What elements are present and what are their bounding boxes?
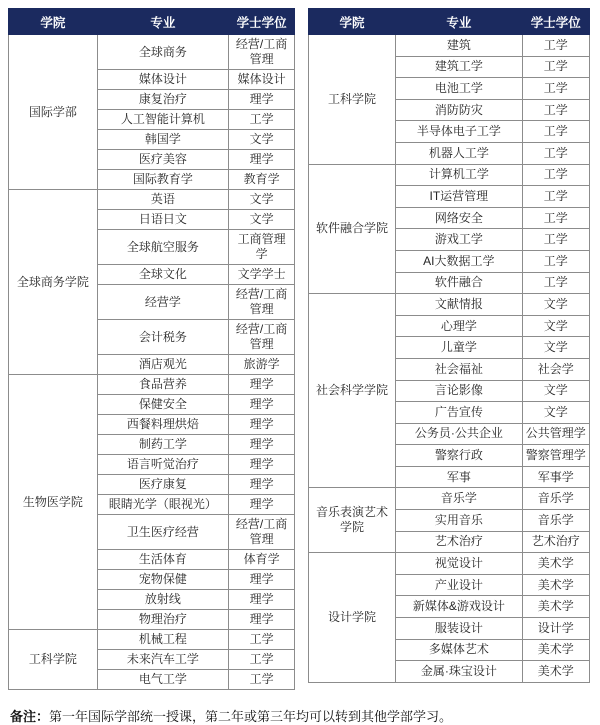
major-cell: 保健安全 (97, 395, 229, 415)
degree-cell: 工学 (522, 272, 589, 294)
college-cell: 全球商务学院 (9, 190, 98, 375)
degree-cell: 工学 (522, 207, 589, 229)
degree-cell: 工学 (522, 78, 589, 100)
major-cell: 多媒体艺术 (396, 639, 522, 661)
degree-cell: 工学 (229, 110, 295, 130)
degree-cell: 体育学 (229, 550, 295, 570)
degree-cell: 美术学 (522, 661, 589, 683)
degree-cell: 教育学 (229, 170, 295, 190)
header-row (309, 9, 590, 35)
degree-cell: 理学 (229, 570, 295, 590)
college-cell: 软件融合学院 (309, 164, 396, 294)
major-cell: 英语 (97, 190, 229, 210)
major-cell: 音乐学 (396, 488, 522, 510)
major-cell: 媒体设计 (97, 70, 229, 90)
degree-cell: 文学 (522, 337, 589, 359)
degree-cell: 工学 (229, 650, 295, 670)
major-cell: 国际教育学 (97, 170, 229, 190)
major-cell: 经营学 (97, 285, 229, 320)
table-row (9, 190, 295, 210)
major-cell: 卫生医疗经营 (97, 515, 229, 550)
major-cell: 言论影像 (396, 380, 522, 402)
major-cell: 广告宣传 (396, 402, 522, 424)
major-cell: 警察行政 (396, 445, 522, 467)
degree-cell: 媒体设计 (229, 70, 295, 90)
college-cell: 工科学院 (9, 630, 98, 690)
footnote (8, 706, 590, 725)
major-cell: 全球航空服务 (97, 230, 229, 265)
degree-cell: 工学 (522, 56, 589, 78)
degree-cell: 警察管理学 (522, 445, 589, 467)
major-cell: 文献情报 (396, 294, 522, 316)
degree-cell: 设计学 (522, 618, 589, 640)
degree-cell: 工学 (522, 142, 589, 164)
table-row (309, 488, 590, 510)
header-row (9, 9, 295, 35)
column-header: 专业 (396, 9, 522, 35)
degree-cell: 理学 (229, 435, 295, 455)
major-cell: 儿童学 (396, 337, 522, 359)
major-cell: 产业设计 (396, 574, 522, 596)
college-cell: 音乐表演艺术学院 (309, 488, 396, 553)
college-cell: 社会科学学院 (309, 294, 396, 488)
degree-cell: 理学 (229, 395, 295, 415)
major-cell: AI大数据工学 (396, 250, 522, 272)
degree-cell: 美术学 (522, 553, 589, 575)
major-cell: 眼睛光学（眼视光） (97, 495, 229, 515)
degree-cell: 文学 (229, 190, 295, 210)
degree-cell: 理学 (229, 610, 295, 630)
degree-cell: 音乐学 (522, 488, 589, 510)
degree-cell: 工学 (522, 99, 589, 121)
major-cell: 日语日文 (97, 210, 229, 230)
college-cell: 生物医学院 (9, 375, 98, 630)
degree-cell: 美术学 (522, 639, 589, 661)
degree-cell: 经营/工商管理 (229, 35, 295, 70)
degree-cell: 工学 (229, 670, 295, 690)
major-cell: IT运营管理 (396, 186, 522, 208)
degree-cell: 经营/工商管理 (229, 320, 295, 355)
tables-container (8, 8, 590, 690)
degree-cell: 工学 (522, 35, 589, 57)
major-cell: 半导体电子工学 (396, 121, 522, 143)
major-cell: 金属·珠宝设计 (396, 661, 522, 683)
column-header: 学士学位 (522, 9, 589, 35)
major-cell: 社会福祉 (396, 358, 522, 380)
degree-cell: 文学 (522, 294, 589, 316)
major-cell: 服装设计 (396, 618, 522, 640)
major-cell: 人工智能计算机 (97, 110, 229, 130)
degree-cell: 文学 (229, 130, 295, 150)
degree-cell: 理学 (229, 455, 295, 475)
program-table-left (8, 8, 295, 690)
college-cell: 国际学部 (9, 35, 98, 190)
major-cell: 未来汽车工学 (97, 650, 229, 670)
major-cell: 消防防灾 (396, 99, 522, 121)
degree-cell: 文学 (229, 210, 295, 230)
major-cell: 食品营养 (97, 375, 229, 395)
degree-cell: 工学 (522, 186, 589, 208)
major-cell: 康复治疗 (97, 90, 229, 110)
degree-cell: 工学 (229, 630, 295, 650)
degree-cell: 工学 (522, 229, 589, 251)
major-cell: 西餐料理烘焙 (97, 415, 229, 435)
major-cell: 生活体育 (97, 550, 229, 570)
major-cell: 新媒体&游戏设计 (396, 596, 522, 618)
table-row (309, 164, 590, 186)
table-row (309, 35, 590, 57)
degree-cell: 社会学 (522, 358, 589, 380)
major-cell: 全球文化 (97, 265, 229, 285)
major-cell: 艺术治疗 (396, 531, 522, 553)
college-cell: 设计学院 (309, 553, 396, 683)
major-cell: 机器人工学 (396, 142, 522, 164)
major-cell: 心理学 (396, 315, 522, 337)
major-cell: 语言听觉治疗 (97, 455, 229, 475)
major-cell: 放射线 (97, 590, 229, 610)
major-cell: 医疗康复 (97, 475, 229, 495)
table-row (9, 630, 295, 650)
major-cell: 公务员·公共企业 (396, 423, 522, 445)
major-cell: 机械工程 (97, 630, 229, 650)
column-header: 学院 (9, 9, 98, 35)
degree-cell: 美术学 (522, 574, 589, 596)
college-cell: 工科学院 (309, 35, 396, 165)
major-cell: 韩国学 (97, 130, 229, 150)
major-cell: 计算机工学 (396, 164, 522, 186)
degree-cell: 工学 (522, 121, 589, 143)
degree-cell: 经营/工商管理 (229, 515, 295, 550)
column-header: 专业 (97, 9, 229, 35)
column-header: 学士学位 (229, 9, 295, 35)
footnote-label: 备注： (10, 709, 50, 724)
major-cell: 全球商务 (97, 35, 229, 70)
table-row (9, 375, 295, 395)
degree-cell: 文学 (522, 315, 589, 337)
degree-cell: 艺术治疗 (522, 531, 589, 553)
major-cell: 建筑 (396, 35, 522, 57)
major-cell: 游戏工学 (396, 229, 522, 251)
degree-cell: 理学 (229, 375, 295, 395)
major-cell: 实用音乐 (396, 510, 522, 532)
degree-cell: 理学 (229, 590, 295, 610)
major-cell: 电池工学 (396, 78, 522, 100)
degree-cell: 文学 (522, 380, 589, 402)
degree-cell: 经营/工商管理 (229, 285, 295, 320)
degree-cell: 美术学 (522, 596, 589, 618)
major-cell: 宠物保健 (97, 570, 229, 590)
degree-cell: 理学 (229, 475, 295, 495)
major-cell: 酒店观光 (97, 355, 229, 375)
major-cell: 医疗美容 (97, 150, 229, 170)
degree-cell: 公共管理学 (522, 423, 589, 445)
degree-cell: 音乐学 (522, 510, 589, 532)
major-cell: 制药工学 (97, 435, 229, 455)
degree-cell: 理学 (229, 495, 295, 515)
degree-cell: 旅游学 (229, 355, 295, 375)
degree-cell: 理学 (229, 415, 295, 435)
major-cell: 会计税务 (97, 320, 229, 355)
degree-cell: 文学 (522, 402, 589, 424)
column-header: 学院 (309, 9, 396, 35)
footnote-text: 第一年国际学部统一授课，第二年或第三年均可以转到其他学部学习。 (49, 709, 453, 724)
major-cell: 电气工学 (97, 670, 229, 690)
degree-cell: 文学学士 (229, 265, 295, 285)
table-row (309, 553, 590, 575)
degree-cell: 理学 (229, 150, 295, 170)
major-cell: 军事 (396, 466, 522, 488)
degree-cell: 工学 (522, 250, 589, 272)
major-cell: 视觉设计 (396, 553, 522, 575)
degree-cell: 军事学 (522, 466, 589, 488)
major-cell: 网络安全 (396, 207, 522, 229)
table-row (9, 35, 295, 70)
degree-cell: 工学 (522, 164, 589, 186)
program-table-right (308, 8, 590, 683)
degree-cell: 工商管理学 (229, 230, 295, 265)
major-cell: 建筑工学 (396, 56, 522, 78)
degree-cell: 理学 (229, 90, 295, 110)
major-cell: 物理治疗 (97, 610, 229, 630)
major-cell: 软件融合 (396, 272, 522, 294)
table-row (309, 294, 590, 316)
